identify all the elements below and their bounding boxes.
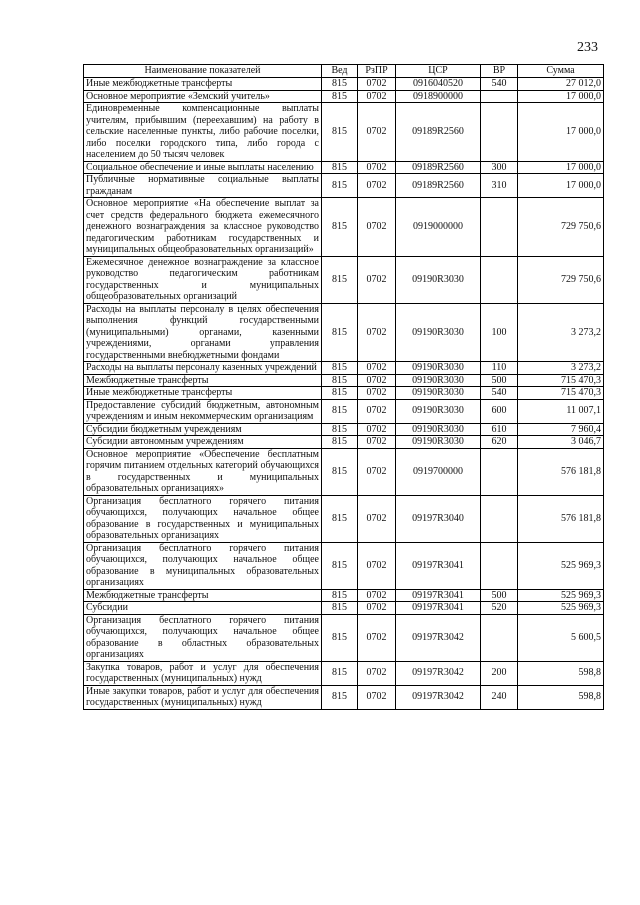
row-csr: 09197R3042 <box>396 614 481 661</box>
row-name: Организация бесплатного горячего питания обучающихся, получающих начальное общее образование в муниципальных образовательных организациях <box>84 542 322 589</box>
row-sum: 525 969,3 <box>518 542 604 589</box>
table-row <box>84 256 604 303</box>
row-vr: 300 <box>481 161 518 174</box>
row-csr: 09190R3030 <box>396 256 481 303</box>
row-name: Социальное обеспечение и иные выплаты населению <box>84 161 322 174</box>
row-vr: 540 <box>481 387 518 400</box>
row-csr: 09197R3041 <box>396 589 481 602</box>
row-name: Иные закупки товаров, работ и услуг для обеспечения государственных (муниципальных) нужд <box>84 685 322 709</box>
table-row <box>84 685 604 709</box>
row-csr: 0919000000 <box>396 198 481 257</box>
table-row <box>84 661 604 685</box>
row-rzpr: 0702 <box>358 685 396 709</box>
row-rzpr: 0702 <box>358 374 396 387</box>
table-row <box>84 436 604 449</box>
table-row <box>84 614 604 661</box>
table-body <box>84 78 604 710</box>
row-ved: 815 <box>322 374 358 387</box>
row-rzpr: 0702 <box>358 602 396 615</box>
row-name: Основное мероприятие «На обеспечение выплат за счет средств федерального бюджета ежемесячного денежного вознаграждения за классное руководство педагогическим работникам государственных и муниципальных общеобразовательных организаций» <box>84 198 322 257</box>
row-ved: 815 <box>322 661 358 685</box>
row-csr: 09190R3030 <box>396 423 481 436</box>
row-vr: 200 <box>481 661 518 685</box>
row-vr: 500 <box>481 374 518 387</box>
row-csr: 09190R3030 <box>396 399 481 423</box>
row-rzpr: 0702 <box>358 661 396 685</box>
row-vr <box>481 90 518 103</box>
row-ved: 815 <box>322 448 358 495</box>
row-vr: 110 <box>481 362 518 375</box>
row-vr <box>481 495 518 542</box>
row-csr: 09190R3030 <box>396 436 481 449</box>
row-sum: 17 000,0 <box>518 174 604 198</box>
row-name: Иные межбюджетные трансферты <box>84 78 322 91</box>
row-csr: 0918900000 <box>396 90 481 103</box>
row-sum: 17 000,0 <box>518 103 604 162</box>
row-vr: 600 <box>481 399 518 423</box>
table-row <box>84 303 604 362</box>
row-sum: 11 007,1 <box>518 399 604 423</box>
table-row <box>84 103 604 162</box>
row-ved: 815 <box>322 174 358 198</box>
column-header-ved: Вед <box>322 65 358 78</box>
row-rzpr: 0702 <box>358 448 396 495</box>
row-sum: 17 000,0 <box>518 161 604 174</box>
row-vr: 540 <box>481 78 518 91</box>
row-sum: 729 750,6 <box>518 256 604 303</box>
row-name: Межбюджетные трансферты <box>84 589 322 602</box>
column-header-name: Наименование показателей <box>84 65 322 78</box>
row-name: Организация бесплатного горячего питания обучающихся, получающих начальное общее образование в государственных и муниципальных образовательных организациях <box>84 495 322 542</box>
row-csr: 09190R3030 <box>396 374 481 387</box>
row-rzpr: 0702 <box>358 362 396 375</box>
row-name: Иные межбюджетные трансферты <box>84 387 322 400</box>
row-vr: 520 <box>481 602 518 615</box>
row-csr: 09197R3041 <box>396 542 481 589</box>
table-row <box>84 423 604 436</box>
table-row <box>84 602 604 615</box>
row-sum: 3 273,2 <box>518 303 604 362</box>
row-sum: 729 750,6 <box>518 198 604 257</box>
row-rzpr: 0702 <box>358 103 396 162</box>
row-csr: 0919700000 <box>396 448 481 495</box>
row-name: Единовременные компенсационные выплаты учителям, прибывшим (переехавшим) на работу в сельские населенные пункты, либо рабочие поселки, либо поселки городского типа, либо города с населением до 50 тысяч человек <box>84 103 322 162</box>
row-rzpr: 0702 <box>358 256 396 303</box>
row-rzpr: 0702 <box>358 495 396 542</box>
row-sum: 715 470,3 <box>518 387 604 400</box>
row-csr: 09197R3041 <box>396 602 481 615</box>
row-csr: 09189R2560 <box>396 161 481 174</box>
row-rzpr: 0702 <box>358 614 396 661</box>
row-name: Расходы на выплаты персоналу в целях обеспечения выполнения функций государственными (муниципальными) органами, казенными учреждениями, органами управления государственными внебюджетными фондами <box>84 303 322 362</box>
row-ved: 815 <box>322 362 358 375</box>
row-sum: 598,8 <box>518 685 604 709</box>
row-rzpr: 0702 <box>358 161 396 174</box>
row-name: Основное мероприятие «Обеспечение бесплатным горячим питанием отдельных категорий обучающихся в государственных и муниципальных образовательных организациях» <box>84 448 322 495</box>
row-ved: 815 <box>322 614 358 661</box>
row-vr <box>481 103 518 162</box>
row-name: Расходы на выплаты персоналу казенных учреждений <box>84 362 322 375</box>
row-sum: 7 960,4 <box>518 423 604 436</box>
row-vr <box>481 614 518 661</box>
table-row <box>84 78 604 91</box>
row-ved: 815 <box>322 423 358 436</box>
row-csr: 09197R3042 <box>396 685 481 709</box>
row-sum: 576 181,8 <box>518 495 604 542</box>
row-vr <box>481 198 518 257</box>
row-vr: 240 <box>481 685 518 709</box>
row-ved: 815 <box>322 90 358 103</box>
row-rzpr: 0702 <box>358 399 396 423</box>
row-ved: 815 <box>322 78 358 91</box>
row-rzpr: 0702 <box>358 78 396 91</box>
table-row <box>84 542 604 589</box>
row-ved: 815 <box>322 542 358 589</box>
row-name: Закупка товаров, работ и услуг для обеспечения государственных (муниципальных) нужд <box>84 661 322 685</box>
row-rzpr: 0702 <box>358 423 396 436</box>
row-ved: 815 <box>322 685 358 709</box>
table-row <box>84 448 604 495</box>
row-name: Субсидии <box>84 602 322 615</box>
table-row <box>84 495 604 542</box>
row-csr: 09190R3030 <box>396 303 481 362</box>
row-sum: 576 181,8 <box>518 448 604 495</box>
row-rzpr: 0702 <box>358 542 396 589</box>
table-row <box>84 198 604 257</box>
row-csr: 09189R2560 <box>396 103 481 162</box>
row-rzpr: 0702 <box>358 174 396 198</box>
row-vr: 610 <box>481 423 518 436</box>
table-row <box>84 362 604 375</box>
row-sum: 3 273,2 <box>518 362 604 375</box>
table-row <box>84 399 604 423</box>
table-row <box>84 589 604 602</box>
table-row <box>84 374 604 387</box>
row-ved: 815 <box>322 161 358 174</box>
row-name: Ежемесячное денежное вознаграждение за классное руководство педагогическим работникам государственных и муниципальных общеобразовательных организаций <box>84 256 322 303</box>
table-row <box>84 161 604 174</box>
row-ved: 815 <box>322 387 358 400</box>
row-csr: 0916040520 <box>396 78 481 91</box>
row-ved: 815 <box>322 589 358 602</box>
row-sum: 598,8 <box>518 661 604 685</box>
row-vr: 620 <box>481 436 518 449</box>
row-sum: 17 000,0 <box>518 90 604 103</box>
page-number: 233 <box>577 40 598 55</box>
row-vr: 500 <box>481 589 518 602</box>
column-header-csr: ЦСР <box>396 65 481 78</box>
row-rzpr: 0702 <box>358 387 396 400</box>
row-name: Субсидии бюджетным учреждениям <box>84 423 322 436</box>
row-sum: 5 600,5 <box>518 614 604 661</box>
table-row <box>84 387 604 400</box>
budget-table <box>83 64 604 710</box>
row-vr <box>481 256 518 303</box>
row-rzpr: 0702 <box>358 589 396 602</box>
row-name: Основное мероприятие «Земский учитель» <box>84 90 322 103</box>
row-rzpr: 0702 <box>358 198 396 257</box>
row-sum: 27 012,0 <box>518 78 604 91</box>
table-header-row <box>84 65 604 78</box>
row-vr: 310 <box>481 174 518 198</box>
row-vr <box>481 542 518 589</box>
row-rzpr: 0702 <box>358 436 396 449</box>
row-rzpr: 0702 <box>358 303 396 362</box>
row-name: Субсидии автономным учреждениям <box>84 436 322 449</box>
row-csr: 09189R2560 <box>396 174 481 198</box>
row-ved: 815 <box>322 602 358 615</box>
row-ved: 815 <box>322 399 358 423</box>
row-sum: 525 969,3 <box>518 589 604 602</box>
row-ved: 815 <box>322 103 358 162</box>
row-csr: 09190R3030 <box>396 362 481 375</box>
column-header-rzpr: РзПР <box>358 65 396 78</box>
column-header-sum: Сумма <box>518 65 604 78</box>
table-row <box>84 174 604 198</box>
row-name: Организация бесплатного горячего питания обучающихся, получающих начальное общее образование в областных образовательных организациях <box>84 614 322 661</box>
row-ved: 815 <box>322 436 358 449</box>
column-header-vr: ВР <box>481 65 518 78</box>
row-sum: 715 470,3 <box>518 374 604 387</box>
row-ved: 815 <box>322 256 358 303</box>
row-ved: 815 <box>322 198 358 257</box>
row-name: Предоставление субсидий бюджетным, автономным учреждениям и иным некоммерческим организациям <box>84 399 322 423</box>
row-ved: 815 <box>322 303 358 362</box>
row-csr: 09197R3042 <box>396 661 481 685</box>
row-ved: 815 <box>322 495 358 542</box>
row-vr <box>481 448 518 495</box>
row-vr: 100 <box>481 303 518 362</box>
row-sum: 525 969,3 <box>518 602 604 615</box>
row-name: Межбюджетные трансферты <box>84 374 322 387</box>
row-sum: 3 046,7 <box>518 436 604 449</box>
row-csr: 09190R3030 <box>396 387 481 400</box>
row-rzpr: 0702 <box>358 90 396 103</box>
table-row <box>84 90 604 103</box>
row-csr: 09197R3040 <box>396 495 481 542</box>
row-name: Публичные нормативные социальные выплаты гражданам <box>84 174 322 198</box>
